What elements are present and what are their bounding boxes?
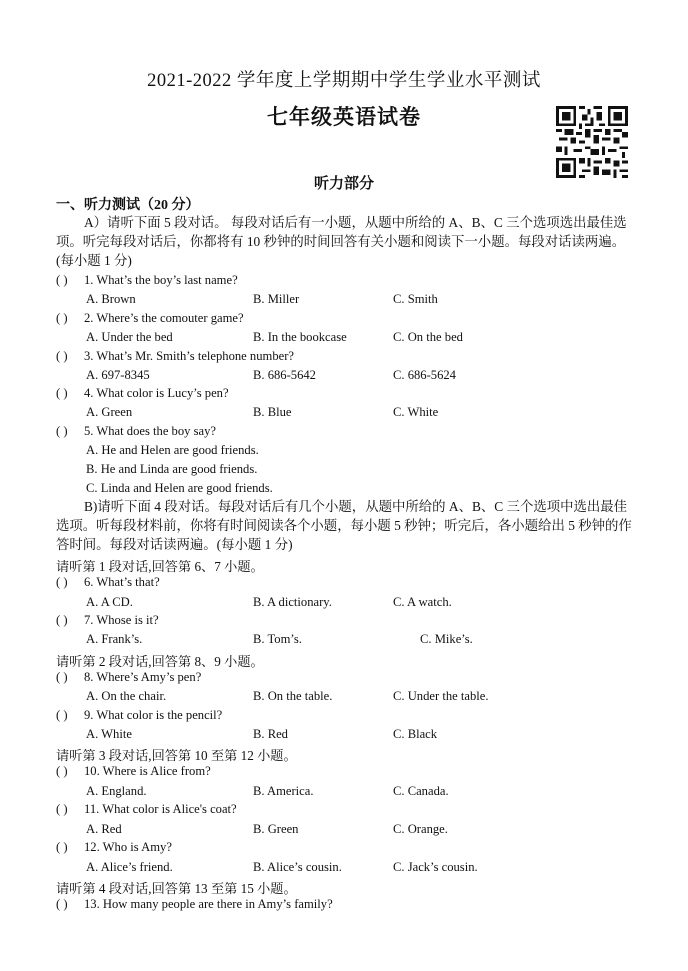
part-a-instructions: A）请听下面 5 段对话。 每段对话后有一小题，从题中所给的 A、B、C 三个选项选出最佳选项。听完每段对话后，你都将有 10 秒钟的时间回答有关小题和阅读下一小题。每段对话读两遍。(每小题 1 分) (56, 215, 627, 268)
option-b: B. Tom’s. (253, 632, 302, 646)
answer-bracket: ( ) (56, 708, 68, 722)
question-stem: 11. What color is Alice's coat? (84, 802, 237, 816)
option-b: B. He and Linda are good friends. (86, 462, 258, 476)
question-stem: 9. What color is the pencil? (84, 708, 223, 722)
option-a: A. Under the bed (86, 330, 173, 344)
option-b: B. 686-5642 (253, 368, 316, 382)
question-stem: 4. What color is Lucy’s pen? (84, 386, 229, 400)
option-a: A. White (86, 727, 132, 741)
answer-bracket: ( ) (56, 670, 68, 684)
dialog-intro: 请听第 2 段对话,回答第 8、9 小题。 (56, 654, 264, 669)
option-b: B. Alice’s cousin. (253, 860, 342, 874)
option-b: B. Green (253, 822, 299, 836)
option-c: C. Smith (393, 292, 438, 306)
answer-bracket: ( ) (56, 386, 68, 400)
question-stem: 8. Where’s Amy’s pen? (84, 670, 202, 684)
option-c: C. On the bed (393, 330, 463, 344)
exam-subtitle: 七年级英语试卷 (267, 105, 421, 129)
part-heading: 一、听力测试（20 分） (56, 198, 200, 213)
question-stem: 12. Who is Amy? (84, 840, 172, 854)
option-c: C. A watch. (393, 595, 452, 609)
question-stem: 2. Where’s the comouter game? (84, 311, 244, 325)
question-stem: 5. What does the boy say? (84, 424, 216, 438)
option-c: C. Mike’s. (420, 632, 473, 646)
question-stem: 6. What’s that? (84, 575, 160, 589)
option-b: B. Miller (253, 292, 300, 306)
option-a: A. A CD. (86, 595, 133, 609)
dialog-intro: 请听第 4 段对话,回答第 13 至第 15 小题。 (56, 881, 297, 896)
section-title: 听力部分 (313, 176, 374, 192)
answer-bracket: ( ) (56, 764, 68, 778)
option-b: B. Red (253, 727, 288, 741)
part-b-instructions: B)请听下面 4 段对话。每段对话后有几个小题，从题中所给的 A、B、C 三个选项中选出最佳选项。听每段材料前，你将有时间阅读各个小题，每小题 5 秒钟；听完后，各小题给出 5 秒钟的作答时间。每段对话读两遍。(每小题 1 分) (56, 499, 632, 552)
answer-bracket: ( ) (56, 575, 68, 589)
option-c: C. Canada. (393, 784, 449, 798)
option-c: C. Orange. (393, 822, 448, 836)
question-stem: 7. Whose is it? (84, 613, 159, 627)
answer-bracket: ( ) (56, 273, 68, 287)
option-c: C. Under the table. (393, 689, 489, 703)
answer-bracket: ( ) (56, 311, 68, 325)
option-a: A. England. (86, 784, 147, 798)
option-a: A. 697-8345 (86, 368, 150, 382)
answer-bracket: ( ) (56, 349, 68, 363)
option-a: A. Red (86, 822, 122, 836)
answer-bracket: ( ) (56, 613, 68, 627)
answer-bracket: ( ) (56, 802, 68, 816)
option-c: C. Black (393, 727, 438, 741)
option-c: C. Jack’s cousin. (393, 860, 478, 874)
qr-code-icon (556, 106, 628, 178)
dialog-intro: 请听第 1 段对话,回答第 6、7 小题。 (56, 559, 264, 574)
answer-bracket: ( ) (56, 424, 68, 438)
question-stem: 10. Where is Alice from? (84, 764, 211, 778)
dialog-intro: 请听第 3 段对话,回答第 10 至第 12 小题。 (56, 748, 297, 763)
option-c: C. 686-5624 (393, 368, 456, 382)
option-a: A. On the chair. (86, 689, 167, 703)
option-b: B. A dictionary. (253, 595, 332, 609)
option-b: B. Blue (253, 405, 292, 419)
answer-bracket: ( ) (56, 840, 68, 854)
option-b: B. America. (253, 784, 314, 798)
question-stem: 3. What’s Mr. Smith’s telephone number? (84, 349, 294, 363)
option-a: A. Frank’s. (86, 632, 143, 646)
option-a: A. He and Helen are good friends. (86, 443, 259, 457)
option-a: A. Brown (86, 292, 136, 306)
option-b: B. In the bookcase (253, 330, 347, 344)
option-a: A. Alice’s friend. (86, 860, 173, 874)
question-stem: 13. How many people are there in Amy’s family? (84, 897, 333, 911)
option-c: C. Linda and Helen are good friends. (86, 481, 273, 495)
option-a: A. Green (86, 405, 133, 419)
question-stem: 1. What’s the boy’s last name? (84, 273, 238, 287)
exam-title: 2021-2022 学年度上学期期中学生学业水平测试 (147, 71, 541, 91)
option-c: C. White (393, 405, 439, 419)
option-b: B. On the table. (253, 689, 333, 703)
answer-bracket: ( ) (56, 897, 68, 911)
